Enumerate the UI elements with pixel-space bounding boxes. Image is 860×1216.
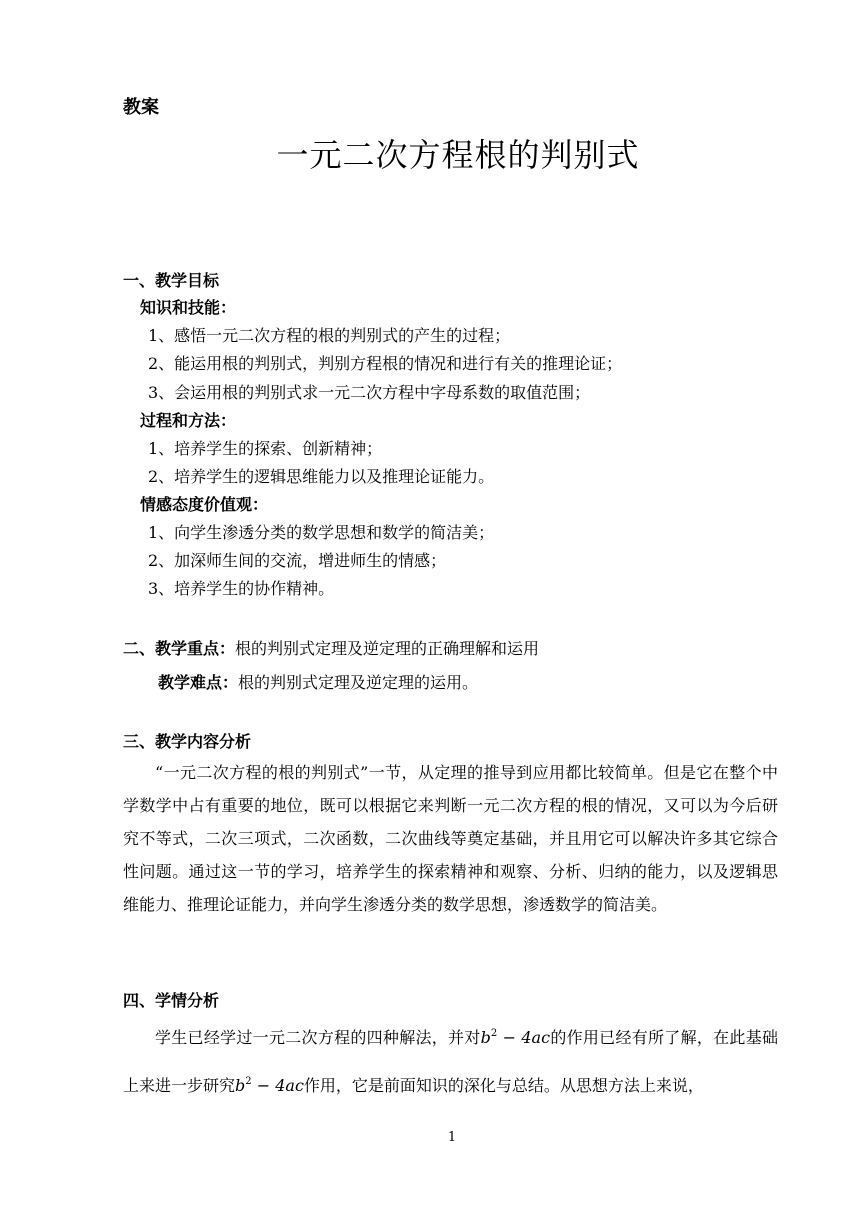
teaching-difficulty-text: 根的判别式定理及逆定理的运用。 <box>238 673 479 692</box>
list-item: 1、感悟一元二次方程的根的判别式的产生的过程； <box>148 326 511 345</box>
section-heading-goals: 一、教学目标 <box>123 271 220 290</box>
list-item: 3、会运用根的判别式求一元二次方程中字母系数的取值范围； <box>148 383 591 402</box>
math-expression: $b^2 - 4ac$ <box>480 1028 551 1047</box>
content-analysis-paragraph: “一元二次方程的根的判别式”一节，从定理的推导到应用都比较简单。但是它在整个中学数学中占有重要的地位，既可以根据它来判断一元二次方程的根的情况，又可以为今后研究不等式，二次三项式，二次函数，二次曲线等奠定基础，并且用它可以解决许多其它综合性问题。通过这一节的学习，培养学生的探索精神和观察、分析、归纳的能力，以及逻辑思维能力、推理论证能力，并向学生渗透分类的数学思想，渗透数学的简洁美。 <box>123 763 778 914</box>
doc-label: 教案 <box>123 97 159 118</box>
subheading-knowledge: 知识和技能： <box>140 298 237 317</box>
section-heading-students: 四、学情分析 <box>123 991 220 1010</box>
teaching-difficulty <box>158 670 478 693</box>
list-item: 1、培养学生的探索、创新精神； <box>148 439 383 458</box>
subheading-process: 过程和方法： <box>140 411 237 430</box>
list-item: 1、向学生渗透分类的数学思想和数学的简洁美； <box>148 523 495 542</box>
teaching-focus <box>123 636 539 659</box>
list-item: 2、培养学生的逻辑思维能力以及推理论证能力。 <box>148 467 495 486</box>
list-item: 2、加深师生间的交流，增进师生的情感； <box>148 551 447 570</box>
subheading-emotion: 情感态度价值观： <box>140 495 269 514</box>
list-item: 3、培养学生的协作精神。 <box>148 579 335 598</box>
math-expression: $b^2 - 4ac$ <box>235 1076 304 1095</box>
list-item: 2、能运用根的判别式，判别方程根的情况和进行有关的推理论证； <box>148 354 623 373</box>
teaching-focus-label: 二、教学重点： <box>123 639 236 658</box>
teaching-focus-text: 根的判别式定理及逆定理的正确理解和运用 <box>235 639 540 658</box>
section-heading-content: 三、教学内容分析 <box>123 732 252 751</box>
teaching-difficulty-label: 教学难点： <box>158 673 239 692</box>
page-title: 一元二次方程根的判别式 <box>276 136 640 174</box>
page-number: 1 <box>447 1130 457 1145</box>
student-analysis-paragraph: 学生已经学过一元二次方程的四种解法，并对$b^2 - 4ac$的作用已经有所了解，在此基础上来进一步研究$b^2 - 4ac$作用，它是前面知识的深化与总结。从思想方法上来说， <box>123 1028 778 1095</box>
